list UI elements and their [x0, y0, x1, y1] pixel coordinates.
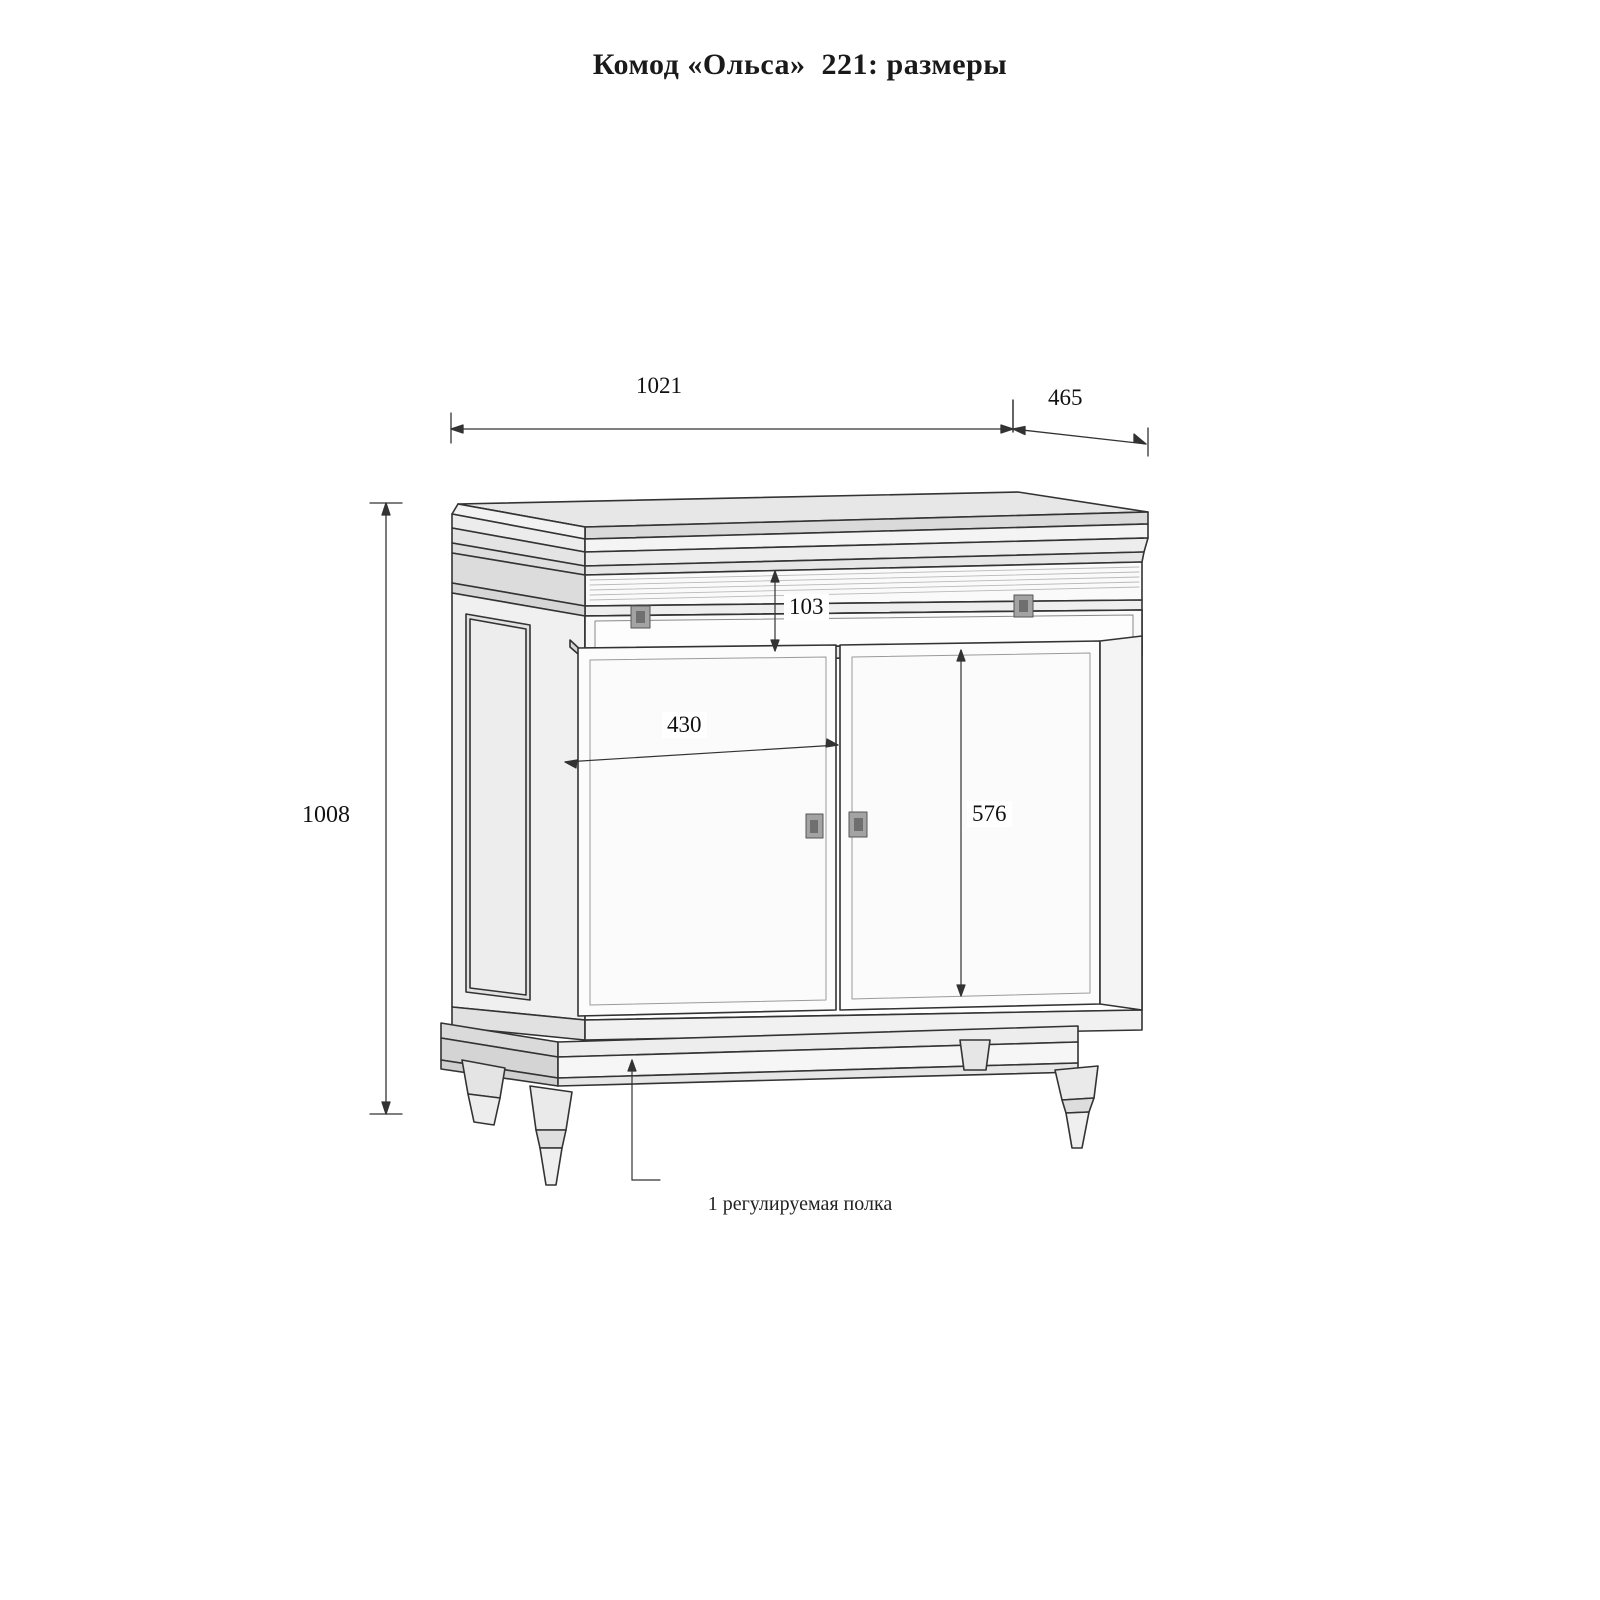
- drawer-handle-right: [1014, 595, 1033, 617]
- top-board: [452, 492, 1148, 575]
- shelf-note: 1 регулируемая полка: [707, 1193, 893, 1215]
- dimension-label-drawer-height: 103: [784, 594, 829, 620]
- right-stile: [1100, 636, 1142, 1010]
- left-door: [578, 645, 836, 1016]
- plinth: [441, 1007, 1142, 1086]
- right-door-handle: [849, 812, 867, 837]
- dimension-line-height: [370, 503, 402, 1114]
- dimension-label-depth: 465: [1043, 385, 1088, 411]
- left-door-handle: [806, 814, 823, 838]
- dimension-line-width: [451, 400, 1013, 443]
- page-title: Комод «Ольса» 221: размеры: [592, 48, 1008, 81]
- drawer-handle-left: [631, 606, 650, 628]
- dimension-label-door-height: 576: [967, 801, 1012, 827]
- dimension-label-door-width: 430: [662, 712, 707, 738]
- left-side-panel: [452, 593, 585, 1020]
- dimension-label-width: 1021: [631, 373, 687, 399]
- dimension-label-height: 1008: [297, 802, 355, 829]
